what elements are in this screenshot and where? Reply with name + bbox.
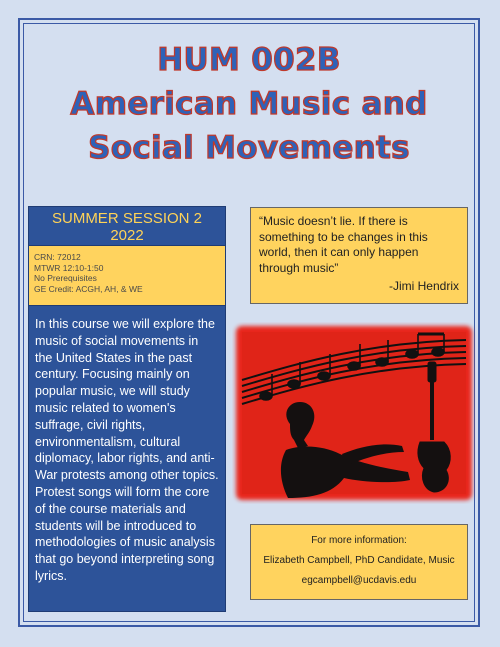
course-details (28, 246, 226, 306)
title-line-3: Social Movements (88, 130, 410, 166)
course-description: In this course we will explore the music of social movements in the United States in the past century. Focusing mainly on popular music, we will study music related to women's suffrage, civil rights, environmentalism, cultural diplomacy, labor rights, and anti-War protests among other topics. Protest songs will form the core of the course materials and students will be introduced to methodologies of music analysis that go beyond interpreting song lyrics. (28, 306, 226, 612)
music-illustration (232, 322, 476, 504)
contact-heading: For more information: (311, 535, 407, 546)
session-name: SUMMER SESSION 2 (51, 210, 203, 227)
schedule-text: MTWR 12:10-1:50 (34, 262, 104, 273)
crn-text: CRN: 72012 (34, 252, 81, 262)
quote-author: -Jimi Hendrix (388, 279, 459, 293)
session-year: 2022 (110, 227, 144, 244)
course-title (24, 38, 474, 170)
title-line-1: HUM 002B (157, 42, 341, 78)
session-banner (28, 206, 226, 246)
title-line-2: American Music and (70, 86, 428, 122)
ge-credit-text: GE Credit: ACGH, AH, & WE (34, 283, 143, 294)
contact-box (250, 524, 468, 600)
quote-box (250, 207, 468, 304)
quote-text: “Music doesn’t lie. If there is something to be changes in this world, then it can only happen through music” (259, 214, 428, 275)
contact-name: Elizabeth Campbell, PhD Candidate, Music (263, 555, 455, 566)
prerequisites-text: No Prerequisites (34, 273, 97, 283)
contact-email[interactable]: egcampbell@ucdavis.edu (301, 575, 417, 586)
